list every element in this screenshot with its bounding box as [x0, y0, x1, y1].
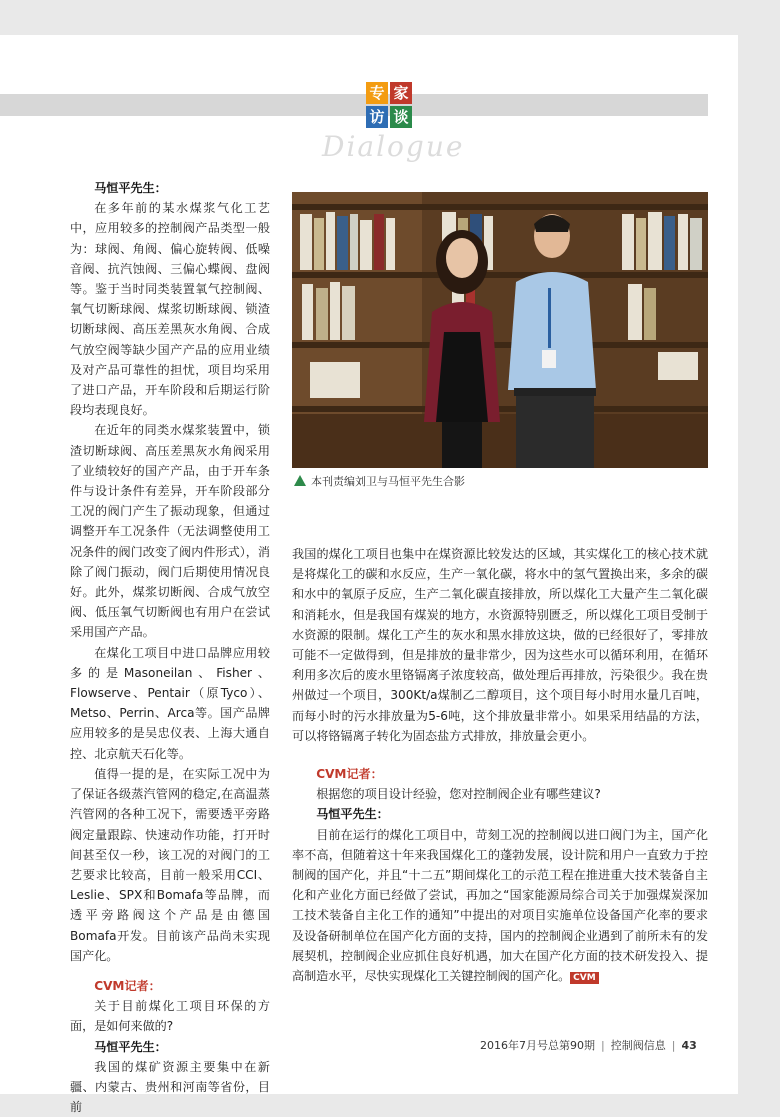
triangle-icon: [294, 475, 306, 486]
photo-caption: [294, 473, 465, 489]
footer-separator: |: [601, 1039, 605, 1052]
speaker-label: [292, 804, 708, 824]
paragraph-text: CVM记者：: [94, 978, 161, 993]
page-footer: [480, 1037, 697, 1053]
badge-char: 访: [366, 106, 388, 128]
right-text-column: [292, 544, 708, 986]
paragraph: [70, 1057, 270, 1117]
paragraph: [70, 198, 270, 420]
left-text-column: [70, 178, 270, 1117]
paragraph-text: CVM记者：: [316, 767, 383, 782]
paragraph: [70, 764, 270, 966]
paragraph: [70, 643, 270, 764]
paragraph-text: 根据您的项目设计经验，您对控制阀企业有哪些建议?: [316, 787, 601, 802]
interviewer-label: [292, 764, 708, 784]
header-band: [0, 94, 708, 116]
paragraph-text: 关于目前煤化工项目环保的方面，是如何来做的?: [70, 999, 270, 1034]
paragraph-text: 目前在运行的煤化工项目中，苛刻工况的控制阀以进口阀门为主，国产化率不高，但随着这十年来我国煤化工的蓬勃发展，设计院和用户一直致力于控制阀的国产化，并且“十二五”期间煤化工的示范工程在推进重大技术装备自主化和产业化方面已经做了尝试，再加之“国家能源局综合司关于加强煤炭深加工技术装备自主化工作的通知”中提出的对项目实施单位设备国产化率的要求及设备研制单位在国产化方面的支持，国内的控制阀企业遇到了前所未有的发展契机，控制阀企业应抓住良好机遇，加大在国产化方面的技术研发投入、提高制造水平，尽快实现煤化工关键控制阀的国产化。: [292, 827, 708, 984]
badge-char: 谈: [390, 106, 412, 128]
paragraph-text: 我国的煤矿资源主要集中在新疆、内蒙古、贵州和河南等省份，目前: [70, 1059, 270, 1115]
paragraph-text: 在多年前的某水煤浆气化工艺中，应用较多的控制阀产品类型一般为：球阀、角阀、偏心旋转阀、低噪音阀、抗汽蚀阀、三偏心蝶阀、盘阀等。鉴于当时同类装置氧气控制阀、氧气切断球阀、煤浆切断球阀、锁渣切断球阀、高压差黑灰水角阀、合成气放空阀等缺少国产产品的应用业绩及对产品可靠性的担忧，项目均采用了进口产品，开车阶段和后期运行阶段均表现良好。: [70, 201, 270, 418]
expert-interview-badge: [366, 82, 412, 128]
paragraph-text: 马恒平先生：: [94, 181, 167, 195]
paragraph: [292, 544, 708, 746]
caption-text: 本刊责编刘卫与马恒平先生合影: [311, 475, 465, 488]
badge-char: 专: [366, 82, 388, 104]
interviewer-label: [70, 976, 270, 996]
footer-separator: |: [671, 1039, 676, 1052]
cvm-end-tag: CVM: [570, 972, 599, 984]
magazine-name: 控制阀信息: [610, 1039, 666, 1052]
paragraph: [292, 784, 708, 804]
paragraph: [70, 996, 270, 1036]
paragraph-text: 我国的煤化工项目也集中在煤资源比较发达的区域，其实煤化工的核心技术就是将煤化工的碳和水反应，生产一氧化碳，将水中的氢气置换出来，多余的碳和水中的氧原子反应，生产二氧化碳直接排放，所以煤化工大量产生二氧化碳和消耗水，但是我国有煤炭的地方，水资源特别匮乏，所以煤化工项目受制于水资源的限制。煤化工产生的灰水和黑水排放这块，做的已经很好了，零排放可能不一定做得到，但是排放的量非常少，因为这些水可以循环利用，在循环利用多次后的废水里铬镉离子浓度较高，做处理后再排放，污染很少。我在贵州做过一个项目，300Kt/a煤制乙二醇项目，这个项目每小时用水量几百吨，而每小时的污水排放量为5-6吨，这个排放量非常小。如果采用结晶的方法，可以将铬镉离子转化为固态盐方式排放，排放量会更小。: [292, 547, 708, 743]
badge-char: 家: [390, 82, 412, 104]
spacer: [292, 746, 708, 754]
photo-illustration: [292, 192, 708, 468]
paragraph-text: 马恒平先生：: [316, 807, 389, 822]
paragraph: [70, 420, 270, 642]
speaker-label: [70, 1037, 270, 1057]
paragraph-text: 在煤化工项目中进口品牌应用较多的是Masoneilan、Fisher、Flowserve、Pentair（原Tyco）、Metso、Perrin、Arca等。国产品牌应用较多的是吴忠仪表、上海大通自控、北京航天石化等。: [70, 645, 270, 761]
speaker-label: [70, 178, 270, 198]
paragraph-text: 值得一提的是，在实际工况中为了保证各级蒸汽管网的稳定,在高温蒸汽管网的各种工况下，需要透平旁路阀定量跟踪、快速动作功能，打开时间甚至仅一秒，该工况的对阀门的工艺要求比较高，目前一般采用CCI、Leslie、SPX和Bomafa等品牌，而透平旁路阀这个产品是由德国Bomafa开发。目前该产品尚未实现国产化。: [70, 766, 270, 963]
paragraph-text: 马恒平先生：: [94, 1039, 167, 1054]
section-watermark: Dialogue: [322, 130, 465, 163]
interview-photo: [292, 192, 708, 468]
paragraph-text: 在近年的同类水煤浆装置中，锁渣切断球阀、高压差黑灰水角阀采用了业绩较好的国产产品，由于开车条件与设计条件有差异，开车阶段部分工况的阀门产生了振动现象，但通过调整开车工况条件（无法调整使用工况条件的阀门改变了阀内件形式），消除了阀门振动，阀门后期使用情况良好。此外，煤浆切断阀、合成气放空阀、低压氧气切断阀也有用户在尝试采用国产产品。: [70, 423, 270, 640]
page-number: 43: [681, 1039, 697, 1052]
paragraph: [292, 825, 708, 987]
issue-label: 2016年7月号总第90期: [480, 1039, 595, 1052]
